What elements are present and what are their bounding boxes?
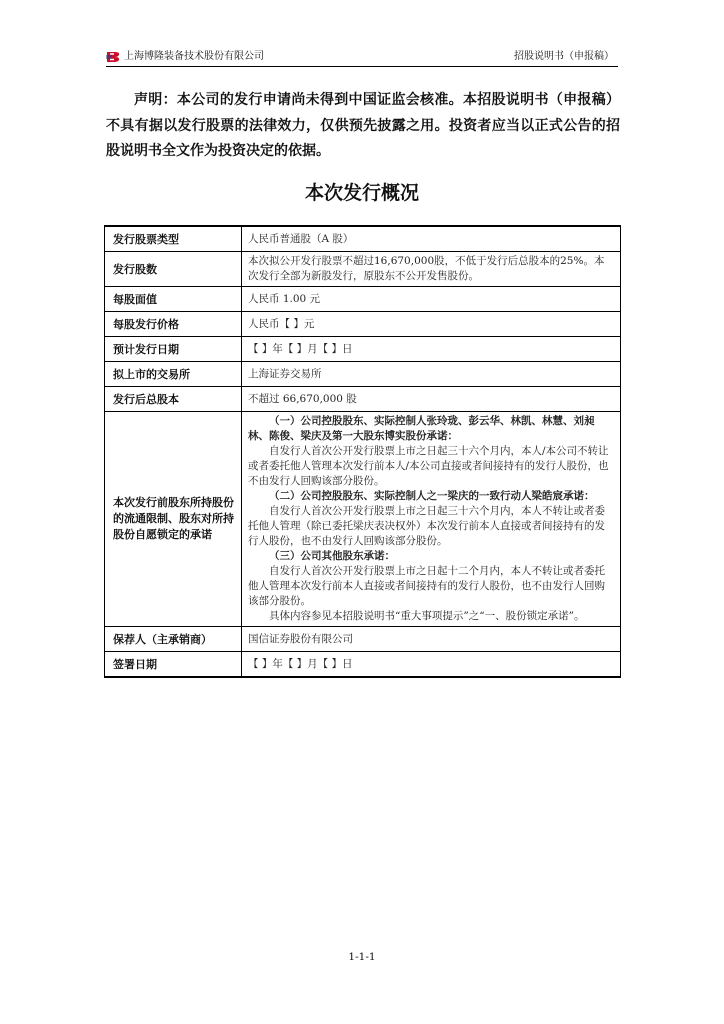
disclaimer-statement: 声明：本公司的发行申请尚未得到中国证监会核准。本招股说明书（申报稿）不具有据以发行股票的法律效力，仅供预先披露之用。投资者应当以正式公告的招股说明书全文作为投资决定的依据。 <box>106 92 620 159</box>
row-value: 人民币 1.00 元 <box>242 287 621 312</box>
table-row <box>105 312 621 337</box>
page-title: 本次发行概况 <box>304 182 419 204</box>
company-logo-icon <box>106 51 122 63</box>
row-label: 发行后总股本 <box>105 387 242 412</box>
table-row <box>105 362 621 387</box>
table-row-lockup <box>105 412 621 627</box>
row-value: 人民币普通股（A 股） <box>242 226 621 252</box>
offering-overview-table <box>104 225 621 678</box>
table-row <box>105 652 621 678</box>
row-label: 签署日期 <box>105 652 242 678</box>
row-label: 本次发行前股东所持股份的流通限制、股东对所持股份自愿锁定的承诺 <box>105 412 242 627</box>
row-label: 拟上市的交易所 <box>105 362 242 387</box>
table-row <box>105 226 621 252</box>
lockup-heading: （三）公司其他股东承诺： <box>269 550 395 562</box>
lockup-commitments <box>242 412 621 627</box>
lockup-note: 具体内容参见本招股说明书“重大事项提示”之“一、股份锁定承诺”。 <box>269 610 585 622</box>
row-value: 国信证券股份有限公司 <box>242 627 621 652</box>
page-number: 1-1-1 <box>348 951 376 963</box>
row-label: 预计发行日期 <box>105 337 242 362</box>
table-row <box>105 337 621 362</box>
row-value: 上海证券交易所 <box>242 362 621 387</box>
row-label: 发行股票类型 <box>105 226 242 252</box>
lockup-text: 自发行人首次公开发行股票上市之日起十二个月内，本人不转让或者委托他人管理本次发行前本人直接或者间接持有的发行人股份，也不由发行人回购该部分股份。 <box>248 565 605 607</box>
table-row <box>105 627 621 652</box>
row-value: 本次拟公开发行股票不超过16,670,000股，不低于发行后总股本的25%。本次发行全部为新股发行，原股东不公开发售股份。 <box>242 252 621 287</box>
row-value: 人民币【 】元 <box>242 312 621 337</box>
lockup-text: 自发行人首次公开发行股票上市之日起三十六个月内，本人/本公司不转让或者委托他人管理本次发行前本人/本公司直接或者间接持有的发行人股份，也不由发行人回购该部分股份。 <box>248 445 609 487</box>
lockup-heading: （二）公司控股股东、实际控制人之一梁庆的一致行动人梁皓宸承诺： <box>269 490 595 502</box>
document-type: 招股说明书（申报稿） <box>514 51 614 62</box>
row-label: 发行股数 <box>105 252 242 287</box>
page-header <box>106 50 618 67</box>
lockup-text: 自发行人首次公开发行股票上市之日起三十六个月内，本人不转让或者委托他人管理（除已委托梁庆表决权外）本次发行前本人直接或者间接持有的发行人股份，也不由发行人回购该部分股份。 <box>248 505 605 547</box>
lockup-heading: （一）公司控股股东、实际控制人张玲珑、彭云华、林凯、林慧、刘昶林、陈俊、梁庆及第一大股东博实股份承诺： <box>248 415 595 442</box>
company-name: 上海博隆装备技术股份有限公司 <box>124 51 264 62</box>
table-row <box>105 252 621 287</box>
row-value: 不超过 66,670,000 股 <box>242 387 621 412</box>
table-row <box>105 287 621 312</box>
row-value: 【 】年【 】月【 】日 <box>242 337 621 362</box>
row-label: 每股发行价格 <box>105 312 242 337</box>
row-label: 每股面值 <box>105 287 242 312</box>
row-value: 【 】年【 】月【 】日 <box>242 652 621 678</box>
table-row <box>105 387 621 412</box>
row-label: 保荐人（主承销商） <box>105 627 242 652</box>
